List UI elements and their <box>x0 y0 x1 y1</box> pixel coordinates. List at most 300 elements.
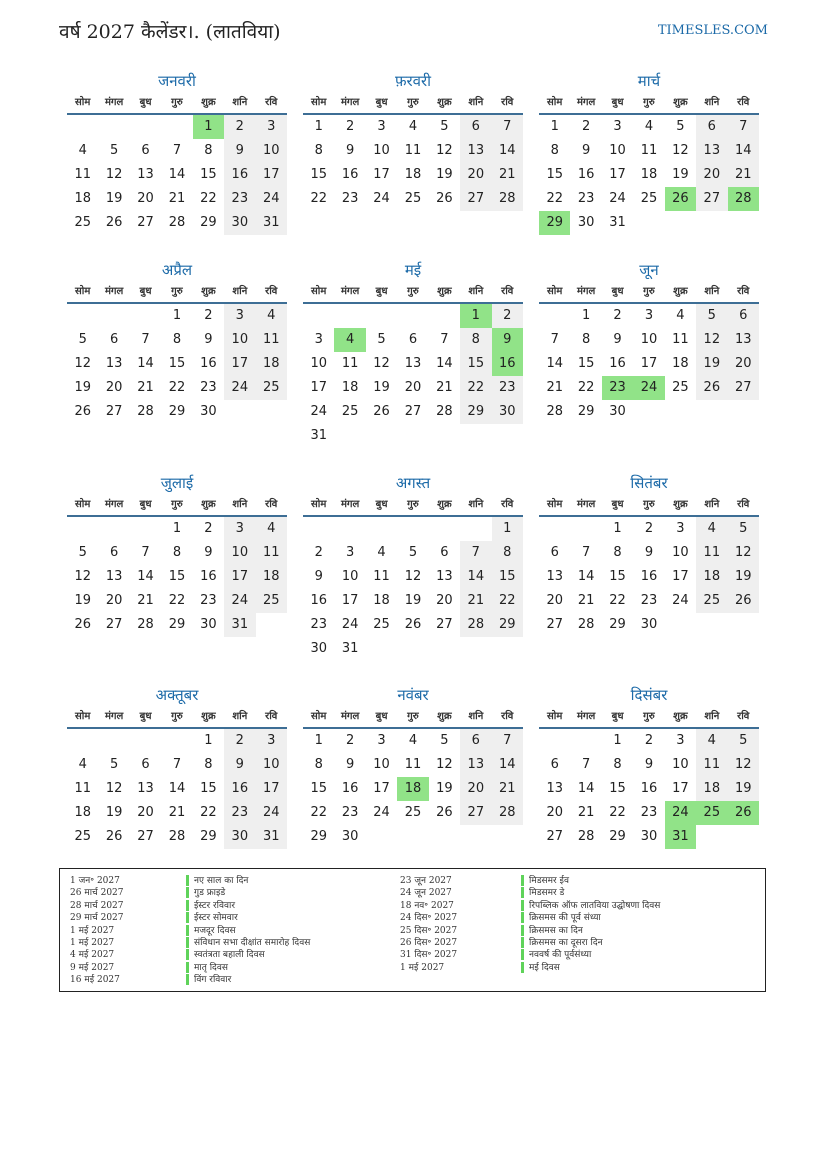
day-cell: 23 <box>310 617 327 632</box>
day-cell: 4 <box>408 733 418 748</box>
day-cell: 17 <box>224 565 255 589</box>
day-cell: 3 <box>676 733 685 748</box>
holiday-marker <box>186 925 189 936</box>
day-cell: 20 <box>137 191 154 206</box>
day-cell: 6 <box>696 115 727 139</box>
empty-cell <box>366 304 397 328</box>
day-cell: 19 <box>404 593 422 608</box>
day-cell: 24 <box>609 191 626 206</box>
day-cell: 1 <box>172 308 182 323</box>
day-cell: 23 <box>341 191 359 206</box>
month-block <box>67 472 287 637</box>
day-cell: 26 <box>105 215 123 230</box>
weekday-header <box>303 706 523 729</box>
weekday-label: शनि <box>232 711 248 722</box>
holiday-name: मिडसमर ईव <box>529 876 569 886</box>
empty-cell <box>161 729 192 753</box>
day-cell: 14 <box>728 139 759 163</box>
empty-cell <box>98 304 129 328</box>
day-cell: 11 <box>696 753 727 777</box>
day-cell: 13 <box>105 569 123 584</box>
month-name: सितंबर <box>630 474 668 492</box>
weekday-header <box>67 281 287 304</box>
weekday-label: रवि <box>737 711 750 722</box>
day-cell: 18 <box>672 356 689 371</box>
day-cell: 2 <box>345 733 355 748</box>
day-cell: 15 <box>460 352 491 376</box>
weekday-label: रवि <box>501 711 514 722</box>
day-cell: 18 <box>256 565 287 589</box>
day-cell: 8 <box>460 328 491 352</box>
holiday-name-row <box>186 949 310 961</box>
day-cell: 31 <box>256 211 287 235</box>
day-cell: 13 <box>137 167 154 182</box>
weekday-label: शनि <box>232 97 248 108</box>
day-cell: 3 <box>644 308 654 323</box>
day-cell: 13 <box>404 356 422 371</box>
day-cell: 1 <box>460 304 491 328</box>
weekday-label: बुध <box>611 286 624 297</box>
day-cell: 16 <box>492 352 523 376</box>
empty-cell <box>98 517 129 541</box>
day-cell: 7 <box>550 332 559 347</box>
weekday-label: रवि <box>265 286 278 297</box>
day-cell: 6 <box>109 545 119 560</box>
day-cell: 25 <box>696 589 727 613</box>
day-cell: 17 <box>256 777 287 801</box>
day-cell: 10 <box>672 757 689 772</box>
weekday-label: गुरु <box>407 286 419 297</box>
weekday-label: मंगल <box>104 97 124 108</box>
day-cell: 14 <box>546 356 563 371</box>
empty-cell <box>460 517 491 541</box>
day-cell: 27 <box>460 187 491 211</box>
weekday-label: बुध <box>611 499 624 510</box>
day-cell: 11 <box>373 569 390 584</box>
day-cell: 14 <box>137 356 154 371</box>
day-cell: 15 <box>609 569 626 584</box>
day-cell: 6 <box>728 304 759 328</box>
legend-left-names <box>186 875 310 987</box>
weekday-label: गुरु <box>643 711 655 722</box>
day-cell: 28 <box>137 617 154 632</box>
weekday-header <box>303 281 523 304</box>
weekday-label: शुक्र <box>437 97 452 108</box>
day-cell: 20 <box>404 380 422 395</box>
day-cell: 9 <box>644 545 654 560</box>
day-cell: 23 <box>341 805 359 820</box>
day-cell: 27 <box>105 404 123 419</box>
legend-right-names <box>521 875 660 974</box>
day-cell: 16 <box>341 167 359 182</box>
day-cell: 10 <box>609 143 626 158</box>
day-cell: 30 <box>200 617 217 632</box>
day-cell: 25 <box>256 376 287 400</box>
weekday-label: सोम <box>311 711 327 722</box>
weekday-label: सोम <box>547 499 563 510</box>
weekday-label: मंगल <box>340 499 360 510</box>
weekday-label: बुध <box>375 499 388 510</box>
holiday-marker <box>186 887 189 898</box>
holiday-name-row <box>521 937 660 949</box>
day-cell: 16 <box>200 569 217 584</box>
days-grid <box>303 517 523 661</box>
day-cell: 8 <box>492 541 523 565</box>
empty-cell <box>429 304 460 328</box>
day-cell: 2 <box>613 308 622 323</box>
day-cell: 6 <box>440 545 449 560</box>
day-cell: 18 <box>397 777 428 801</box>
day-cell: 8 <box>204 757 213 772</box>
day-cell: 1 <box>613 521 622 536</box>
holiday-name: मातृ दिवस <box>194 962 228 973</box>
weekday-label: शुक्र <box>673 711 688 722</box>
day-cell: 7 <box>581 757 591 772</box>
day-cell: 3 <box>676 521 685 536</box>
day-cell: 22 <box>609 593 626 608</box>
holiday-date: 9 मई 2027 <box>70 962 115 973</box>
weekday-label: बुध <box>611 711 624 722</box>
day-cell: 13 <box>728 328 759 352</box>
holiday-marker <box>521 900 524 911</box>
weekday-label: गुरु <box>171 97 183 108</box>
day-cell: 19 <box>672 167 689 182</box>
day-cell: 2 <box>224 115 255 139</box>
day-cell: 2 <box>581 119 591 134</box>
weekday-label: सोम <box>75 286 91 297</box>
holiday-marker <box>521 875 524 886</box>
day-cell: 3 <box>224 517 255 541</box>
weekday-label: बुध <box>139 711 152 722</box>
day-cell: 26 <box>436 191 453 206</box>
holiday-name-row <box>186 937 310 949</box>
day-cell: 5 <box>728 517 759 541</box>
day-cell: 9 <box>613 332 622 347</box>
day-cell: 17 <box>310 380 327 395</box>
day-cell: 21 <box>492 163 523 187</box>
day-cell: 31 <box>224 613 255 637</box>
empty-cell <box>67 517 98 541</box>
day-cell: 29 <box>539 211 570 235</box>
empty-cell <box>67 115 98 139</box>
weekday-label: सोम <box>311 97 327 108</box>
holiday-date: 28 मार्च 2027 <box>70 900 124 911</box>
empty-cell <box>570 729 601 753</box>
weekday-label: मंगल <box>576 286 596 297</box>
day-cell: 15 <box>577 356 595 371</box>
day-cell: 28 <box>728 187 759 211</box>
holiday-date: 24 दिस॰ 2027 <box>400 913 458 924</box>
day-cell: 17 <box>609 167 626 182</box>
day-cell: 26 <box>436 805 453 820</box>
day-cell: 12 <box>74 356 91 371</box>
day-cell: 18 <box>373 593 390 608</box>
weekday-label: रवि <box>737 97 750 108</box>
day-cell: 5 <box>676 119 685 134</box>
day-cell: 30 <box>492 400 523 424</box>
day-cell: 25 <box>256 589 287 613</box>
holiday-marker <box>186 900 189 911</box>
weekday-header <box>539 281 759 304</box>
weekday-label: मंगल <box>340 97 360 108</box>
day-cell: 8 <box>314 143 323 158</box>
weekday-label: गुरु <box>643 499 655 510</box>
day-cell: 19 <box>105 191 123 206</box>
month-name: अप्रैल <box>161 261 193 279</box>
day-cell: 12 <box>436 757 453 772</box>
day-cell: 6 <box>141 143 150 158</box>
day-cell: 9 <box>492 328 523 352</box>
day-cell: 17 <box>373 167 390 182</box>
day-cell: 21 <box>460 589 491 613</box>
day-cell: 29 <box>168 404 186 419</box>
day-cell: 23 <box>492 376 523 400</box>
day-cell: 19 <box>436 781 453 796</box>
day-cell: 22 <box>492 589 523 613</box>
day-cell: 7 <box>581 545 591 560</box>
weekday-header <box>303 494 523 517</box>
day-cell: 14 <box>460 565 491 589</box>
day-cell: 21 <box>137 593 154 608</box>
day-cell: 24 <box>373 805 390 820</box>
day-cell: 24 <box>256 801 287 825</box>
day-cell: 29 <box>200 829 217 844</box>
weekday-label: शुक्र <box>437 286 452 297</box>
day-cell: 11 <box>74 167 91 182</box>
days-grid <box>67 729 287 849</box>
day-cell: 15 <box>200 781 217 796</box>
day-cell: 13 <box>696 139 727 163</box>
day-cell: 21 <box>436 380 453 395</box>
day-cell: 11 <box>256 328 287 352</box>
holiday-date: 1 मई 2027 <box>70 937 115 948</box>
day-cell: 17 <box>341 593 359 608</box>
day-cell: 13 <box>546 569 563 584</box>
day-cell: 12 <box>373 356 390 371</box>
day-cell: 11 <box>640 143 658 158</box>
day-cell: 15 <box>492 565 523 589</box>
day-cell: 7 <box>460 541 491 565</box>
day-cell: 26 <box>105 829 123 844</box>
day-cell: 3 <box>377 733 386 748</box>
month-block <box>539 259 759 424</box>
day-cell: 20 <box>728 352 759 376</box>
day-cell: 27 <box>546 617 563 632</box>
day-cell: 21 <box>577 805 595 820</box>
day-cell: 14 <box>577 569 595 584</box>
weekday-label: मंगल <box>576 97 596 108</box>
page-title: वर्ष 2027 कैलेंडर।. (लातविया) <box>59 21 281 43</box>
holiday-name-row <box>521 949 660 961</box>
day-cell: 29 <box>609 829 626 844</box>
day-cell: 9 <box>581 143 591 158</box>
holiday-name-row <box>186 962 310 974</box>
day-cell: 9 <box>204 332 213 347</box>
day-cell: 7 <box>440 332 449 347</box>
weekday-label: शुक्र <box>437 499 452 510</box>
day-cell: 5 <box>78 545 87 560</box>
holiday-name-row <box>521 900 660 912</box>
holiday-marker <box>186 949 189 960</box>
day-cell: 28 <box>436 404 453 419</box>
holiday-marker <box>521 887 524 898</box>
weekday-label: सोम <box>547 286 563 297</box>
weekday-label: शनि <box>468 97 484 108</box>
empty-cell <box>130 304 161 328</box>
empty-cell <box>130 729 161 753</box>
day-cell: 18 <box>640 167 658 182</box>
day-cell: 9 <box>345 757 355 772</box>
day-cell: 7 <box>172 757 182 772</box>
day-cell: 22 <box>310 191 327 206</box>
weekday-label: शनि <box>232 286 248 297</box>
day-cell: 25 <box>672 380 689 395</box>
month-block <box>539 70 759 235</box>
day-cell: 2 <box>204 308 213 323</box>
weekday-label: गुरु <box>407 499 419 510</box>
empty-cell <box>539 517 570 541</box>
day-cell: 6 <box>141 757 150 772</box>
day-cell: 27 <box>436 617 453 632</box>
day-cell: 3 <box>345 545 355 560</box>
weekday-label: बुध <box>611 97 624 108</box>
day-cell: 20 <box>105 593 123 608</box>
holiday-marker <box>186 912 189 923</box>
day-cell: 12 <box>696 328 727 352</box>
holiday-date: 23 जून 2027 <box>400 876 452 886</box>
day-cell: 14 <box>436 356 453 371</box>
day-cell: 25 <box>341 404 359 419</box>
day-cell: 26 <box>74 404 91 419</box>
day-cell: 10 <box>224 328 255 352</box>
weekday-label: रवि <box>737 499 750 510</box>
day-cell: 23 <box>224 801 255 825</box>
day-cell: 9 <box>204 545 213 560</box>
day-cell: 21 <box>546 380 563 395</box>
month-block <box>67 259 287 424</box>
day-cell: 25 <box>404 805 422 820</box>
holiday-date: 1 जन॰ 2027 <box>70 876 120 886</box>
day-cell: 20 <box>436 593 453 608</box>
weekday-header <box>539 92 759 115</box>
holiday-name: ईस्टर सोमवार <box>194 913 238 924</box>
day-cell: 21 <box>168 805 186 820</box>
day-cell: 30 <box>609 404 626 419</box>
day-cell: 11 <box>404 143 422 158</box>
day-cell: 8 <box>613 545 622 560</box>
holiday-marker <box>186 937 189 948</box>
weekday-label: सोम <box>75 711 91 722</box>
day-cell: 2 <box>345 119 355 134</box>
day-cell: 24 <box>633 376 664 400</box>
day-cell: 21 <box>577 593 595 608</box>
day-cell: 29 <box>168 617 186 632</box>
day-cell: 10 <box>256 139 287 163</box>
empty-cell <box>130 517 161 541</box>
month-block <box>67 684 287 849</box>
weekday-label: शनि <box>232 499 248 510</box>
holiday-name-row <box>521 887 660 899</box>
day-cell: 31 <box>341 641 359 656</box>
empty-cell <box>570 517 601 541</box>
month-name: मार्च <box>637 72 661 90</box>
weekday-label: शुक्र <box>201 286 216 297</box>
day-cell: 8 <box>581 332 591 347</box>
day-cell: 18 <box>696 777 727 801</box>
day-cell: 23 <box>640 593 658 608</box>
days-grid <box>539 115 759 235</box>
month-name: जनवरी <box>158 72 196 90</box>
day-cell: 28 <box>492 801 523 825</box>
month-name: फ़रवरी <box>394 72 432 90</box>
day-cell: 22 <box>168 380 186 395</box>
day-cell: 23 <box>200 593 217 608</box>
day-cell: 12 <box>728 753 759 777</box>
day-cell: 29 <box>577 404 595 419</box>
day-cell: 10 <box>640 332 658 347</box>
weekday-label: मंगल <box>340 286 360 297</box>
day-cell: 20 <box>546 805 563 820</box>
day-cell: 3 <box>224 304 255 328</box>
weekday-label: रवि <box>265 711 278 722</box>
day-cell: 22 <box>200 805 217 820</box>
day-cell: 28 <box>577 617 595 632</box>
holiday-name: ईस्टर रविवार <box>194 900 236 911</box>
day-cell: 24 <box>341 617 359 632</box>
day-cell: 7 <box>141 545 150 560</box>
weekday-label: रवि <box>265 499 278 510</box>
day-cell: 4 <box>644 119 654 134</box>
day-cell: 10 <box>256 753 287 777</box>
day-cell: 1 <box>172 521 182 536</box>
day-cell: 9 <box>224 753 255 777</box>
holiday-name: मई दिवस <box>529 962 560 973</box>
weekday-label: गुरु <box>171 711 183 722</box>
weekday-header <box>67 706 287 729</box>
day-cell: 16 <box>200 356 217 371</box>
day-cell: 8 <box>204 143 213 158</box>
site-link[interactable]: TIMESLES.COM <box>657 23 768 38</box>
day-cell: 27 <box>546 829 563 844</box>
weekday-label: शनि <box>468 499 484 510</box>
day-cell: 30 <box>341 829 359 844</box>
day-cell: 12 <box>404 569 422 584</box>
day-cell: 22 <box>310 805 327 820</box>
day-cell: 5 <box>440 119 449 134</box>
day-cell: 16 <box>341 781 359 796</box>
empty-cell <box>161 115 192 139</box>
empty-cell <box>303 304 334 328</box>
day-cell: 16 <box>577 167 595 182</box>
day-cell: 4 <box>676 308 685 323</box>
days-grid <box>303 304 523 448</box>
day-cell: 24 <box>224 589 255 613</box>
day-cell: 22 <box>460 376 491 400</box>
day-cell: 23 <box>224 187 255 211</box>
days-grid <box>539 304 759 424</box>
day-cell: 29 <box>609 617 626 632</box>
day-cell: 6 <box>460 729 491 753</box>
days-grid <box>67 115 287 235</box>
day-cell: 21 <box>492 777 523 801</box>
day-cell: 12 <box>105 781 123 796</box>
day-cell: 28 <box>168 215 186 230</box>
day-cell: 4 <box>696 517 727 541</box>
day-cell: 17 <box>256 163 287 187</box>
weekday-label: सोम <box>311 286 327 297</box>
day-cell: 1 <box>204 733 213 748</box>
day-cell: 26 <box>665 187 696 211</box>
